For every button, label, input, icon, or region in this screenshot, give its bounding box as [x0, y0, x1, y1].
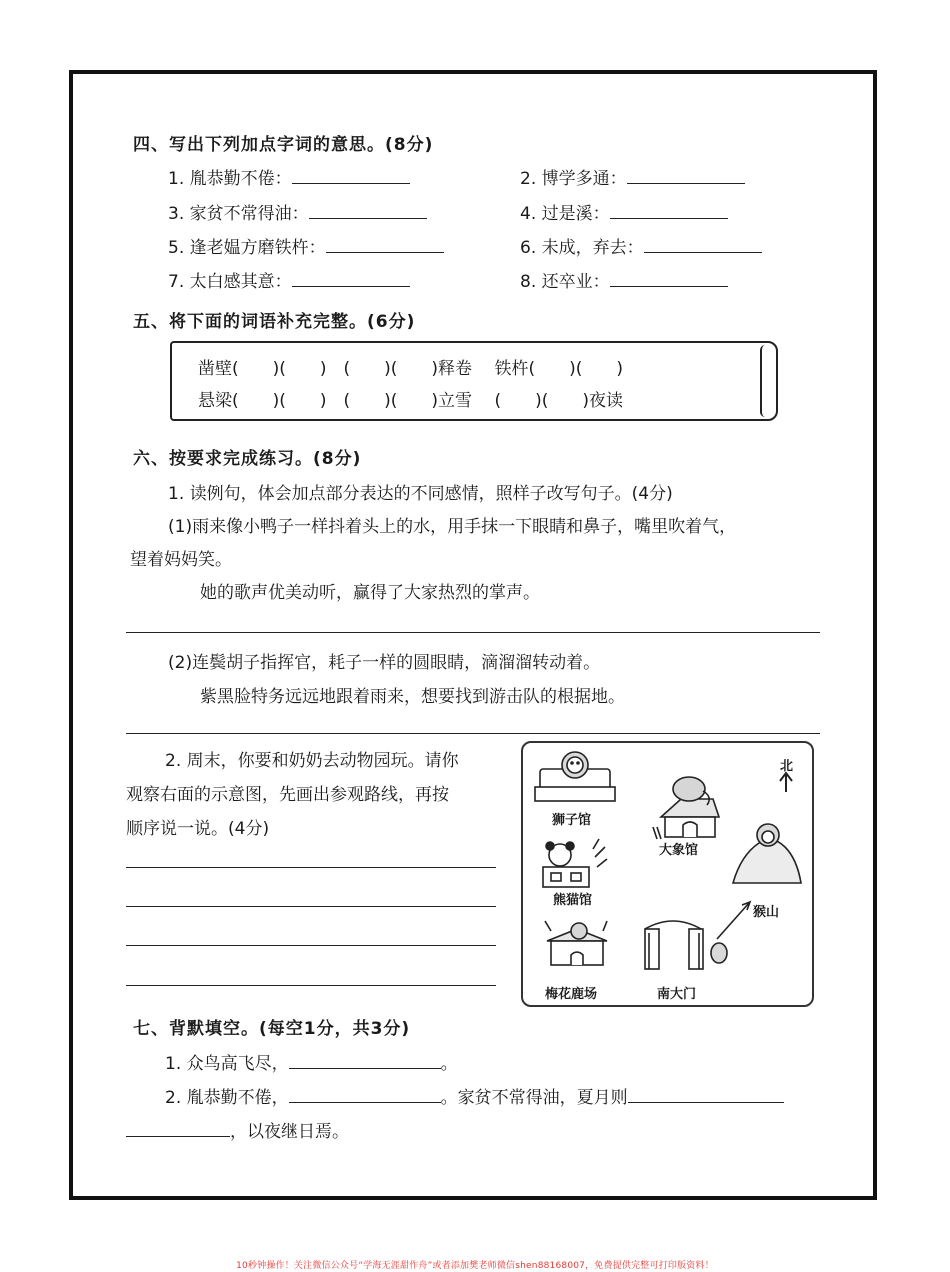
promo-footer: 10秒钟操作！关注微信公众号“学海无涯甜作舟”或者添加樊老师微信shen88168007，免费提供完整可打印版资料！: [236, 1261, 714, 1271]
q7-line-3: [126, 1117, 349, 1142]
q6-1-sentence2: 紫黑脸特务远远地跟着雨来，想要找到游击队的根据地。: [200, 687, 625, 707]
q7-line-1-text: 1. 众鸟高飞尽，: [165, 1054, 289, 1074]
q6-1-prompt: 1. 读例句，体会加点部分表达的不同感情，照样子改写句子。(4分): [168, 484, 673, 504]
q4-item-1-label: 1. 胤恭勤不倦：: [168, 169, 292, 189]
q4-item-5-label: 5. 逢老媪方磨铁杵：: [168, 238, 326, 258]
zoo-map: [521, 741, 814, 1007]
q7-blank-1[interactable]: [289, 1052, 441, 1069]
monkey-mountain-icon: [733, 824, 801, 883]
panda-house-icon: [543, 839, 607, 887]
q4-item-4: [520, 199, 728, 224]
q4-item-1-blank[interactable]: [292, 167, 410, 184]
south-gate-icon: [645, 921, 727, 969]
q4-item-6-label: 6. 未成，弃去：: [520, 238, 644, 258]
zoo-map-drawing: [523, 743, 812, 1005]
idiom-scroll-box: [170, 341, 778, 421]
q6-1-example1-line1: (1)雨来像小鸭子一样抖着头上的水，用手抹一下眼睛和鼻子，嘴里吹着气，: [168, 517, 737, 537]
map-label-elephant: 大象馆: [659, 843, 699, 858]
q6-1-answer-line-1[interactable]: [126, 632, 820, 633]
q4-item-2: [520, 164, 745, 189]
q6-1-answer-line-2[interactable]: [126, 733, 820, 734]
q6-2-answer-line-3[interactable]: [126, 945, 496, 946]
q4-item-8-blank[interactable]: [610, 270, 728, 287]
q4-item-5: [168, 233, 444, 258]
idiom-row-2[interactable]: 悬梁( )( ) ( )( )立雪 ( )( )夜读: [198, 391, 623, 411]
q7-line-2-text: 2. 胤恭勤不倦，: [165, 1088, 289, 1108]
q6-2-answer-line-1[interactable]: [126, 867, 496, 868]
q4-item-4-blank[interactable]: [610, 202, 728, 219]
q7-line-1-end: 。: [440, 1054, 458, 1074]
q4-item-1: [168, 164, 410, 189]
q7-blank-4[interactable]: [126, 1120, 230, 1137]
q6-2-prompt-line1: 2. 周末，你要和奶奶去动物园玩。请你: [165, 751, 459, 771]
q6-2-prompt-line2: 观察右面的示意图，先画出参观路线，再按: [126, 785, 449, 805]
section4-title: 四、写出下列加点字词的意思。(8分): [133, 135, 434, 155]
q4-item-2-blank[interactable]: [627, 167, 745, 184]
q4-item-4-label: 4. 过是溪：: [520, 204, 610, 224]
section7-title: 七、背默填空。(每空1分，共3分): [133, 1019, 411, 1039]
q6-1-example1-line2: 望着妈妈笑。: [130, 550, 232, 570]
q7-line-2: [165, 1083, 784, 1108]
q4-item-7: [168, 267, 410, 292]
map-label-north: 北: [780, 759, 794, 774]
lion-house-icon: [535, 752, 615, 801]
deer-field-icon: [545, 921, 607, 965]
q7-line-1: [165, 1049, 458, 1074]
map-label-gate: 南大门: [657, 987, 697, 1002]
q6-1-sentence1: 她的歌声优美动听，赢得了大家热烈的掌声。: [200, 583, 540, 603]
section6-title: 六、按要求完成练习。(8分): [133, 449, 362, 469]
map-label-lion: 狮子馆: [552, 813, 592, 828]
q4-item-5-blank[interactable]: [326, 236, 444, 253]
q6-1-example2: (2)连鬓胡子指挥官，耗子一样的圆眼睛，滴溜溜转动着。: [168, 653, 601, 673]
q4-item-3-label: 3. 家贫不常得油：: [168, 204, 309, 224]
q4-item-7-blank[interactable]: [292, 270, 410, 287]
q6-2-prompt-line3: 顺序说一说。(4分): [126, 819, 270, 839]
q7-blank-2[interactable]: [289, 1086, 441, 1103]
path-arrow-icon: [717, 902, 750, 939]
q7-blank-3[interactable]: [628, 1086, 784, 1103]
map-label-monkey: 猴山: [753, 905, 780, 920]
q4-item-3: [168, 199, 427, 224]
q6-2-answer-line-2[interactable]: [126, 906, 496, 907]
q7-line-2-mid: 。家贫不常得油，夏月则: [440, 1088, 628, 1108]
north-arrow-icon: [780, 773, 792, 792]
q4-item-6-blank[interactable]: [644, 236, 762, 253]
map-label-panda: 熊猫馆: [553, 893, 593, 908]
q6-2-answer-line-4[interactable]: [126, 985, 496, 986]
section5-title: 五、将下面的词语补充完整。(6分): [133, 312, 416, 332]
q4-item-8: [520, 267, 728, 292]
q4-item-3-blank[interactable]: [309, 202, 427, 219]
q4-item-6: [520, 233, 762, 258]
elephant-house-icon: [653, 777, 719, 839]
q7-line-3-text: ，以夜继日焉。: [230, 1122, 349, 1142]
idiom-row-1[interactable]: 凿壁( )( ) ( )( )释卷 铁杵( )( ): [198, 359, 623, 379]
q4-item-7-label: 7. 太白感其意：: [168, 272, 292, 292]
q4-item-8-label: 8. 还卒业：: [520, 272, 610, 292]
map-label-deer: 梅花鹿场: [545, 987, 598, 1002]
q4-item-2-label: 2. 博学多通：: [520, 169, 627, 189]
